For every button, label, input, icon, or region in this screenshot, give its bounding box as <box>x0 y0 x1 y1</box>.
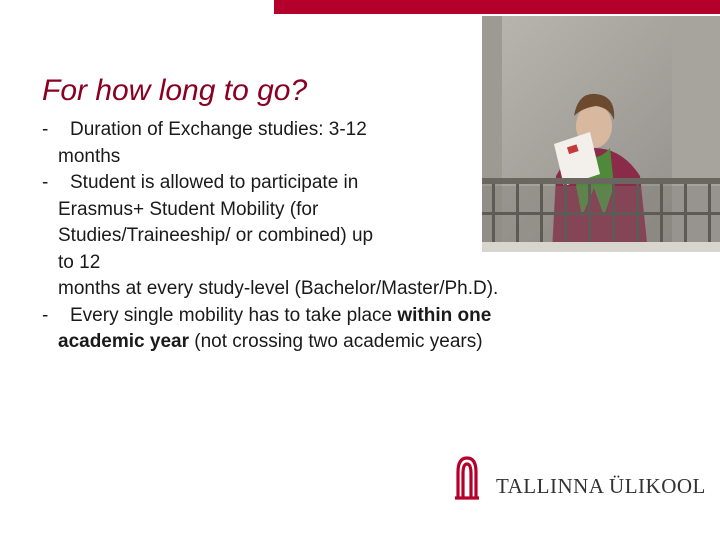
bullet-line: months <box>58 145 121 167</box>
bullet-item <box>42 303 632 356</box>
bullet-marker: - <box>42 304 49 326</box>
top-accent-bar <box>274 0 720 14</box>
bullet-emphasis: within one <box>397 304 492 326</box>
bullet-marker: - <box>42 172 49 193</box>
slide-title: For how long to go? <box>42 74 308 107</box>
bullet-text: (not crossing two academic years) <box>189 331 483 352</box>
university-name: TALLINNA ÜLIKOOL <box>496 474 706 498</box>
bullet-text: Every single mobility has to take place <box>70 304 398 326</box>
bullet-line <box>58 303 632 330</box>
bullet-marker: - <box>42 119 49 140</box>
bullet-line: Student is allowed to participate in <box>70 172 359 193</box>
bullet-item <box>42 170 632 303</box>
bullet-line: Erasmus+ Student Mobility (for <box>58 198 319 220</box>
bullet-line: Duration of Exchange studies: 3-12 <box>70 119 367 140</box>
bullet-item <box>42 117 632 170</box>
bullet-line: Studies/Traineeship/ or combined) up <box>58 225 374 246</box>
bullet-emphasis: academic year <box>58 331 189 352</box>
bullet-line <box>58 329 632 356</box>
bullet-list <box>42 117 632 356</box>
bullet-line: to 12 <box>58 251 101 273</box>
bullet-line: months at every study-level (Bachelor/Master/Ph.D). <box>58 278 499 299</box>
tallinn-university-emblem-icon <box>455 458 479 498</box>
